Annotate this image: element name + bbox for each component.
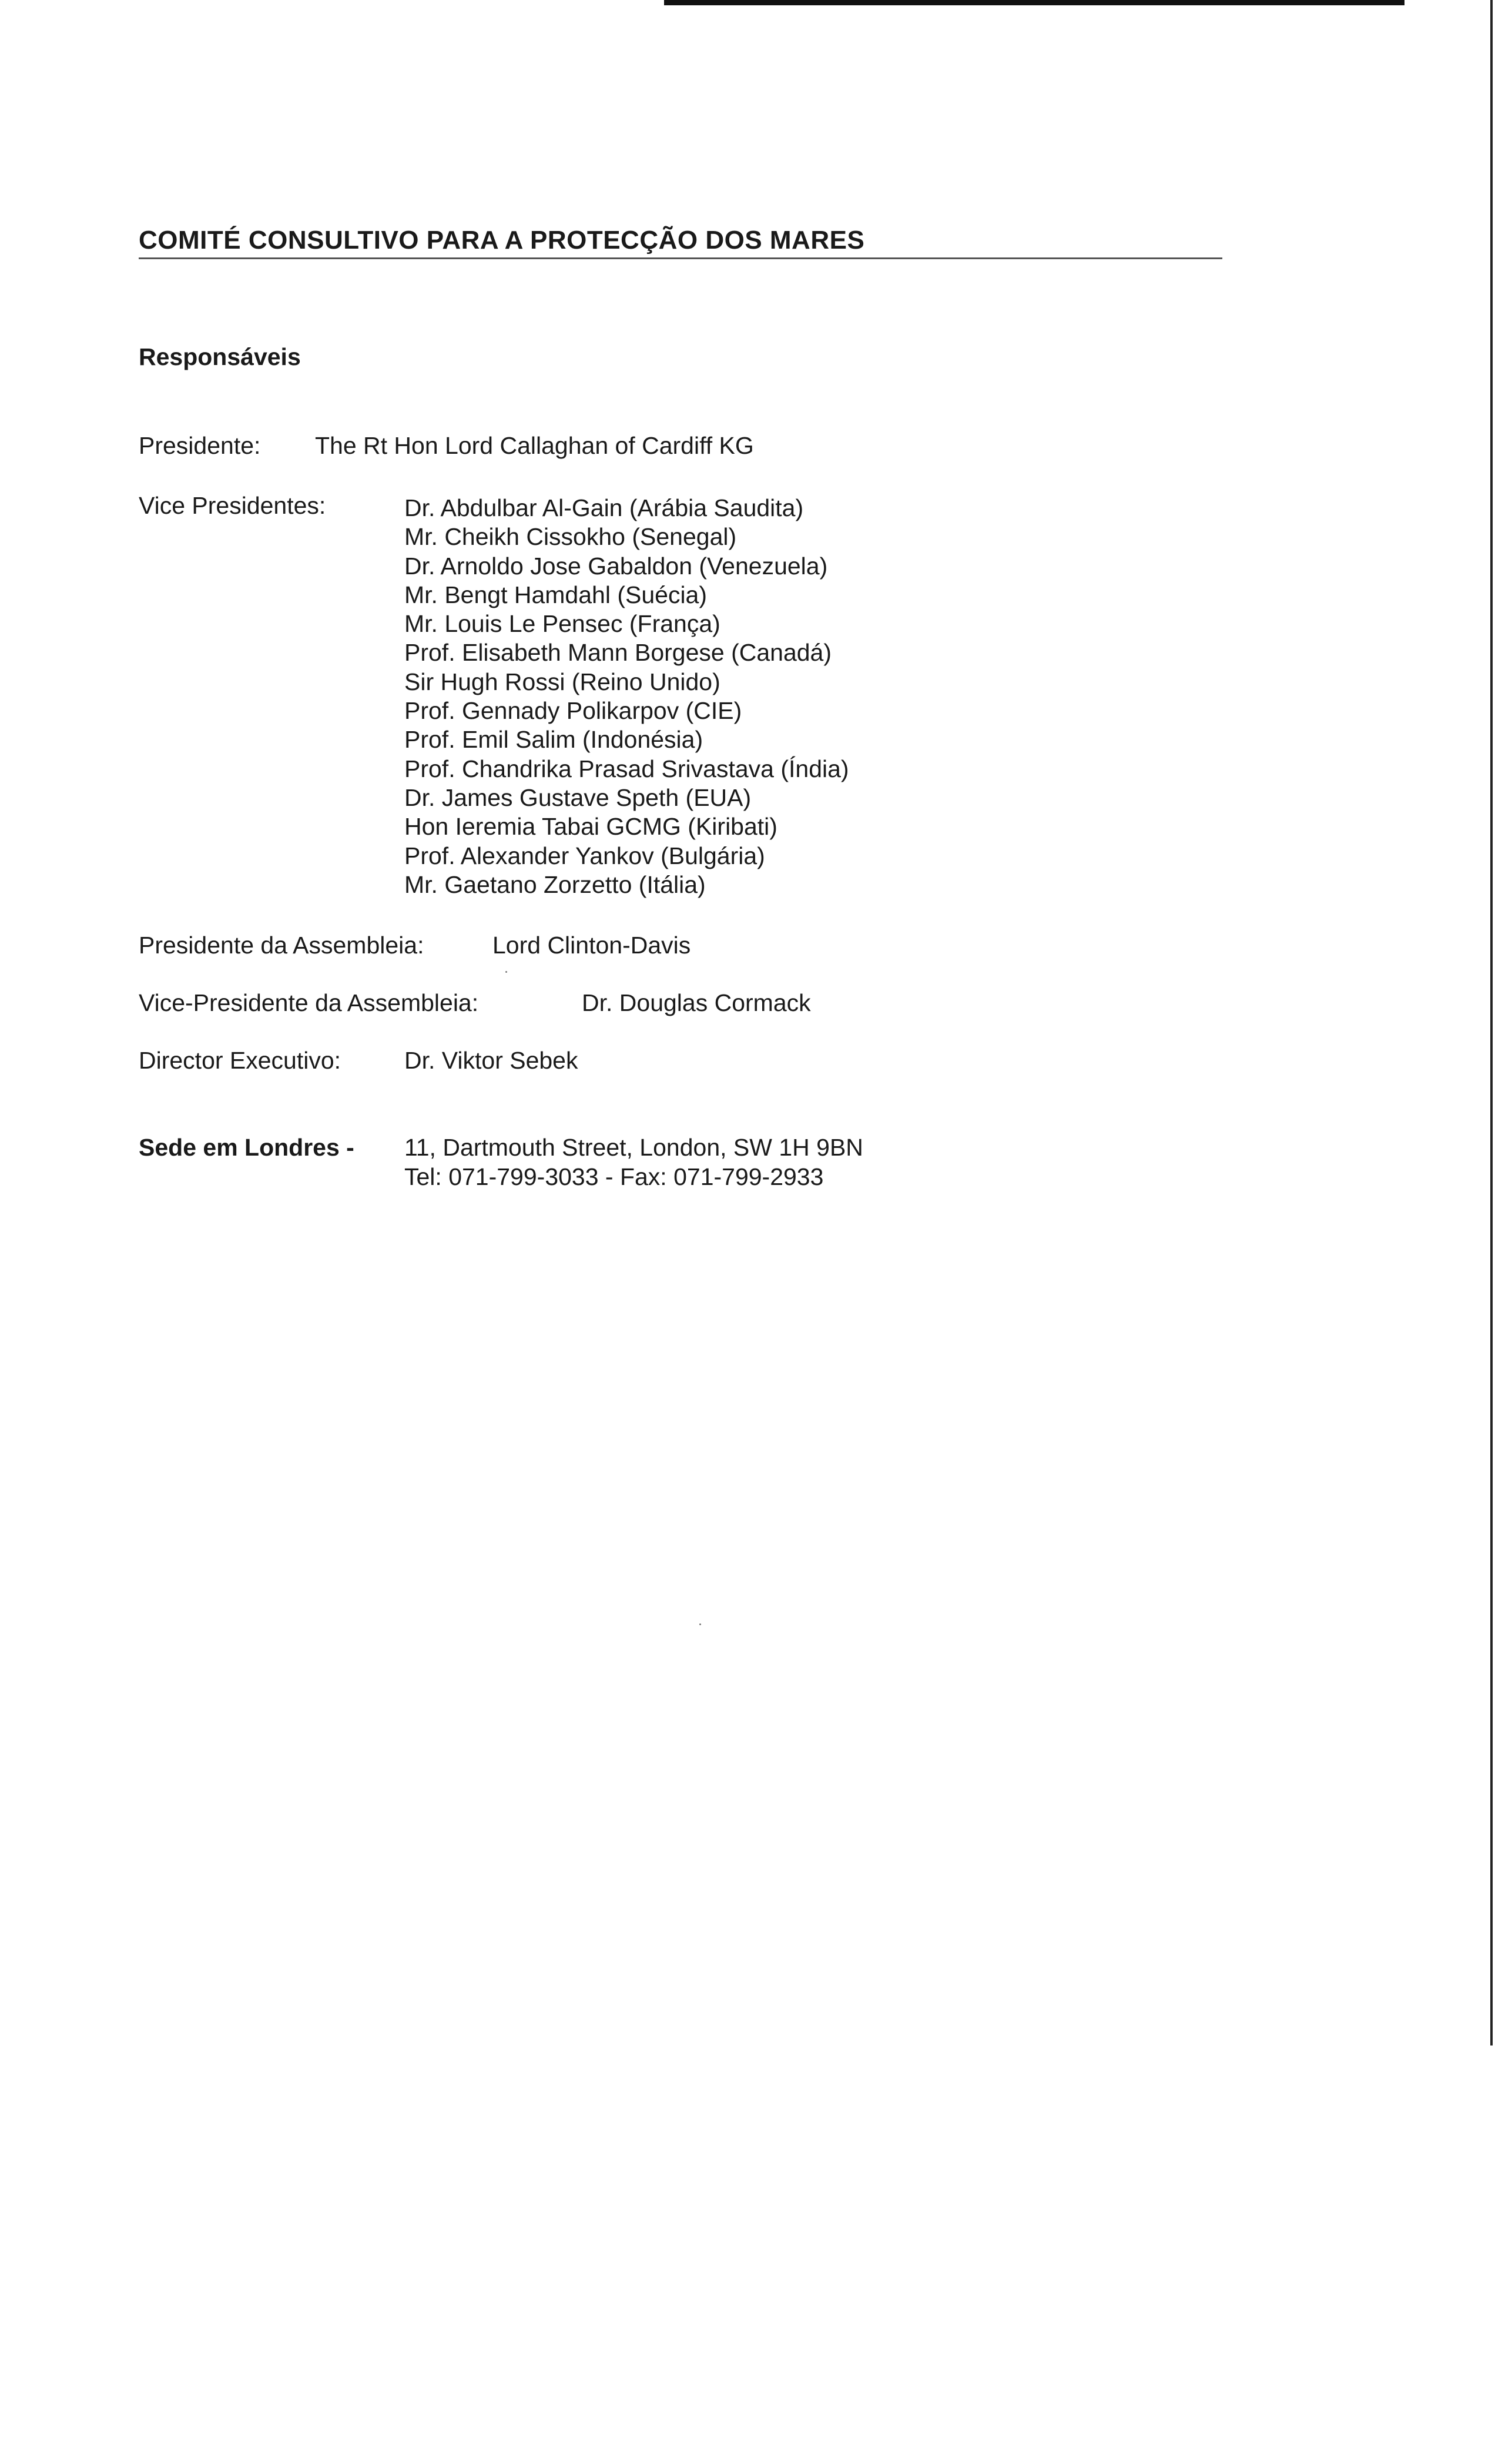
page-title: COMITÉ CONSULTIVO PARA A PROTECÇÃO DOS MARES (139, 226, 865, 255)
list-item: Dr. Arnoldo Jose Gabaldon (Venezuela) (404, 552, 828, 580)
vice-presidents-list (404, 494, 849, 899)
list-item: Prof. Chandrika Prasad Srivastava (Índia) (404, 755, 849, 782)
list-item: Prof. Emil Salim (Indonésia) (404, 726, 703, 754)
list-item: Hon Ieremia Tabai GCMG (Kiribati) (404, 813, 777, 841)
headquarters-contact: Tel: 071-799-3033 - Fax: 071-799-2933 (404, 1163, 824, 1190)
title-underline (139, 257, 1222, 259)
list-item: Dr. Abdulbar Al-Gain (Arábia Saudita) (404, 494, 804, 521)
assembly-vice-president-name: Dr. Douglas Cormack (582, 989, 811, 1016)
list-item: Mr. Gaetano Zorzetto (Itália) (404, 871, 706, 898)
list-item: Mr. Cheikh Cissokho (Senegal) (404, 523, 737, 551)
list-item: Prof. Elisabeth Mann Borgese (Canadá) (404, 639, 832, 667)
scan-speck (699, 1623, 701, 1625)
headquarters-label: Sede em Londres - (139, 1134, 354, 1161)
assembly-president-label: Presidente da Assembleia: (139, 932, 424, 959)
assembly-president-name: Lord Clinton-Davis (492, 932, 691, 959)
scan-right-edge-line (1490, 0, 1493, 2045)
list-item: Dr. James Gustave Speth (EUA) (404, 784, 752, 811)
list-item: Prof. Gennady Polikarpov (CIE) (404, 697, 742, 725)
president-label: Presidente: (139, 432, 261, 459)
scan-speck (505, 971, 507, 973)
list-item: Sir Hugh Rossi (Reino Unido) (404, 668, 720, 695)
scan-top-edge-line (664, 0, 1405, 5)
executive-director-label: Director Executivo: (139, 1047, 341, 1074)
headquarters-address: 11, Dartmouth Street, London, SW 1H 9BN (404, 1134, 863, 1161)
list-item: Mr. Bengt Hamdahl (Suécia) (404, 581, 708, 608)
assembly-vice-president-label: Vice-Presidente da Assembleia: (139, 989, 479, 1016)
president-name: The Rt Hon Lord Callaghan of Cardiff KG (315, 432, 754, 459)
list-item: Prof. Alexander Yankov (Bulgária) (404, 842, 765, 869)
executive-director-name: Dr. Viktor Sebek (404, 1047, 578, 1074)
vice-presidents-label: Vice Presidentes: (139, 492, 326, 519)
section-heading: Responsáveis (139, 343, 301, 370)
list-item: Mr. Louis Le Pensec (França) (404, 610, 720, 638)
